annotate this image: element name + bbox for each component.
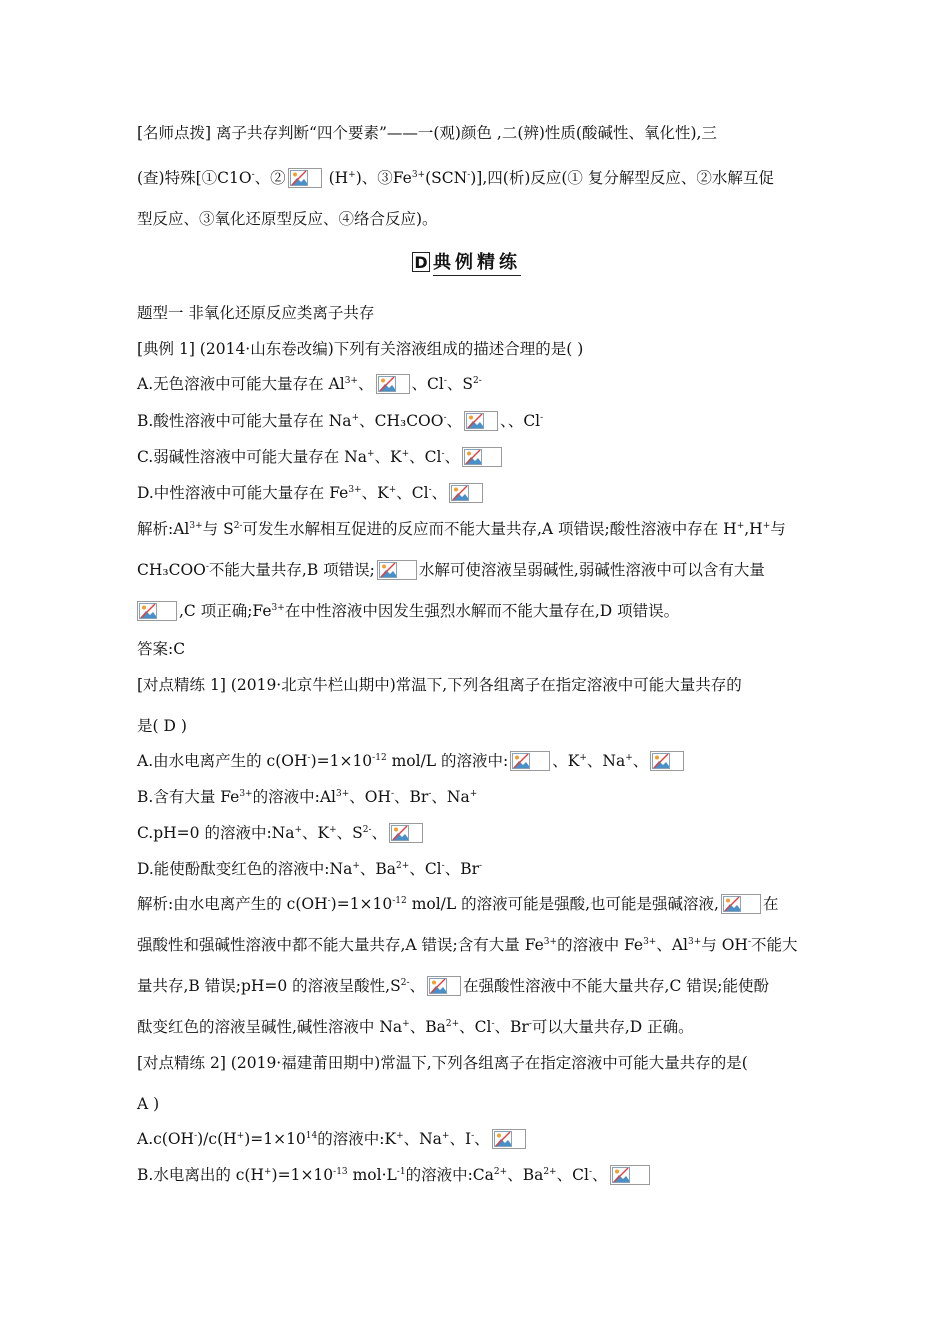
section-title-text: 典例精练 [433, 248, 521, 276]
section-title [412, 248, 521, 276]
broken-image-icon [610, 1165, 650, 1185]
example-1-solution-3: ,C 项正确$;Fe^{3+}$在中性溶液中因发生强烈水解而不能大量存在,D 项错误。 [137, 600, 679, 622]
practice-2-question-2: A ) [137, 1095, 160, 1113]
example-1-answer: 答案:C [137, 640, 186, 658]
practice-1-solution-3: 量共存,B 错误;pH=0 的溶液呈酸性$,S^{2-}$、 在强酸性溶液中不能大量共存,C 错误;能使酚 [137, 977, 769, 995]
practice-1-solution-4: 酞变红色的溶液呈碱性,碱性溶液中 Na+、$Ba^{2+}$、Cl-、Br-可以大量共存,D 正确。 [137, 1018, 694, 1036]
example-1-question: [典例 1] (2014·山东卷改编)下列有关溶液组成的描述合理的是( ) [137, 340, 584, 358]
broken-image-icon [137, 601, 177, 621]
practice-1-option-c: C.pH=0 的溶液中:Na+、K+、$S^{2-}$、 [137, 822, 425, 844]
practice-1-question-2: 是( D ) [137, 717, 187, 735]
broken-image-icon [464, 411, 498, 431]
broken-image-icon [721, 894, 761, 914]
practice-1-question-1: [对点精练 1] (2019·北京牛栏山期中)常温下,下列各组离子在指定溶液中可能大量共存的 [137, 676, 742, 694]
broken-image-icon [650, 751, 684, 771]
broken-image-icon [462, 447, 502, 467]
practice-1-option-a: A.由水电离产生的 $c(OH^-)=1\times 10^{-12}$ mol/L 的溶液中: 、K+、Na+、 [137, 750, 686, 772]
broken-image-icon [376, 374, 410, 394]
tip-line-2: (查)特殊[①C1O-、② (H+)、$③Fe^{3+}(SCN^-)$],四(析)反应(① 复分解型反应、②水解互促 [137, 169, 774, 187]
practice-1-option-d: D.能使酚酞变红色的溶液中:Na+、$Ba^{2+}$、Cl-、Br- [137, 860, 483, 878]
example-1-option-c: C.弱碱性溶液中可能大量存在 Na+、K+、Cl-、 [137, 446, 504, 468]
practice-2-option-b: B.水电离出的 $c(H^+)=1\times 10^{-13}$ $mol\cdot L^{-1}$的溶液中$:Ca^{2+}$、$Ba^{2+}$、Cl-、 [137, 1164, 652, 1186]
broken-image-icon [288, 168, 322, 188]
practice-1-solution-2: 强酸性和强碱性溶液中都不能大量共存,A 错误;含有大量 $Fe^{3+}$的溶液中 $Fe^{3+}$、$Al^{3+}$与 OH-不能大 [137, 936, 798, 954]
tip-line-1: [名师点拨] 离子共存判断“四个要素”——一(观)颜色 ,二(辨)性质(酸碱性、氧化性),三 [137, 124, 717, 142]
practice-2-question-1: [对点精练 2] (2019·福建莆田期中)常温下,下列各组离子在指定溶液中可能大量共存的是( [137, 1054, 748, 1072]
broken-image-icon [389, 823, 423, 843]
section-letter: D [412, 252, 430, 272]
example-1-option-d: D.中性溶液中可能大量存在 $Fe^{3+}$、K+、Cl-、 [137, 482, 485, 504]
broken-image-icon [427, 976, 461, 996]
tip-line-3: 型反应、③氧化还原型反应、④络合反应)。 [137, 210, 438, 228]
broken-image-icon [510, 751, 550, 771]
example-1-solution-2: CH₃COO-不能大量共存,B 项错误; 水解可使溶液呈弱碱性,弱碱性溶液中可以含有大量 [137, 561, 765, 579]
type-heading: 题型一 非氧化还原反应类离子共存 [137, 304, 375, 322]
example-1-option-b: B.酸性溶液中可能大量存在 Na+、CH₃COO-、 、、Cl- [137, 412, 544, 430]
example-1-option-a: A.无色溶液中可能大量存在 $Al^{3+}$、 、Cl-、$S^{2-}$ [137, 375, 482, 393]
broken-image-icon [377, 560, 417, 580]
broken-image-icon [449, 483, 483, 503]
broken-image-icon [492, 1129, 526, 1149]
practice-2-option-a: $A.c(OH^-)/c(H^+)=1\times 10^{14}$的溶液中:K+、Na+、I-、 [137, 1128, 528, 1150]
practice-1-option-b: B.含有大量 $Fe^{3+}$的溶液中$:Al^{3+}$、OH-、Br-、Na+ [137, 788, 478, 806]
practice-1-solution-1: 解析:由水电离产生的 $c(OH^-)=1\times 10^{-12}$ mol/L 的溶液可能是强酸,也可能是强碱溶液, 在 [137, 895, 779, 913]
example-1-solution-1: 解析$:Al^{3+}$与 $S^{2-}$可发生水解相互促进的反应而不能大量共存,A 项错误;酸性溶液中存在 H+,H+与 [137, 520, 786, 538]
